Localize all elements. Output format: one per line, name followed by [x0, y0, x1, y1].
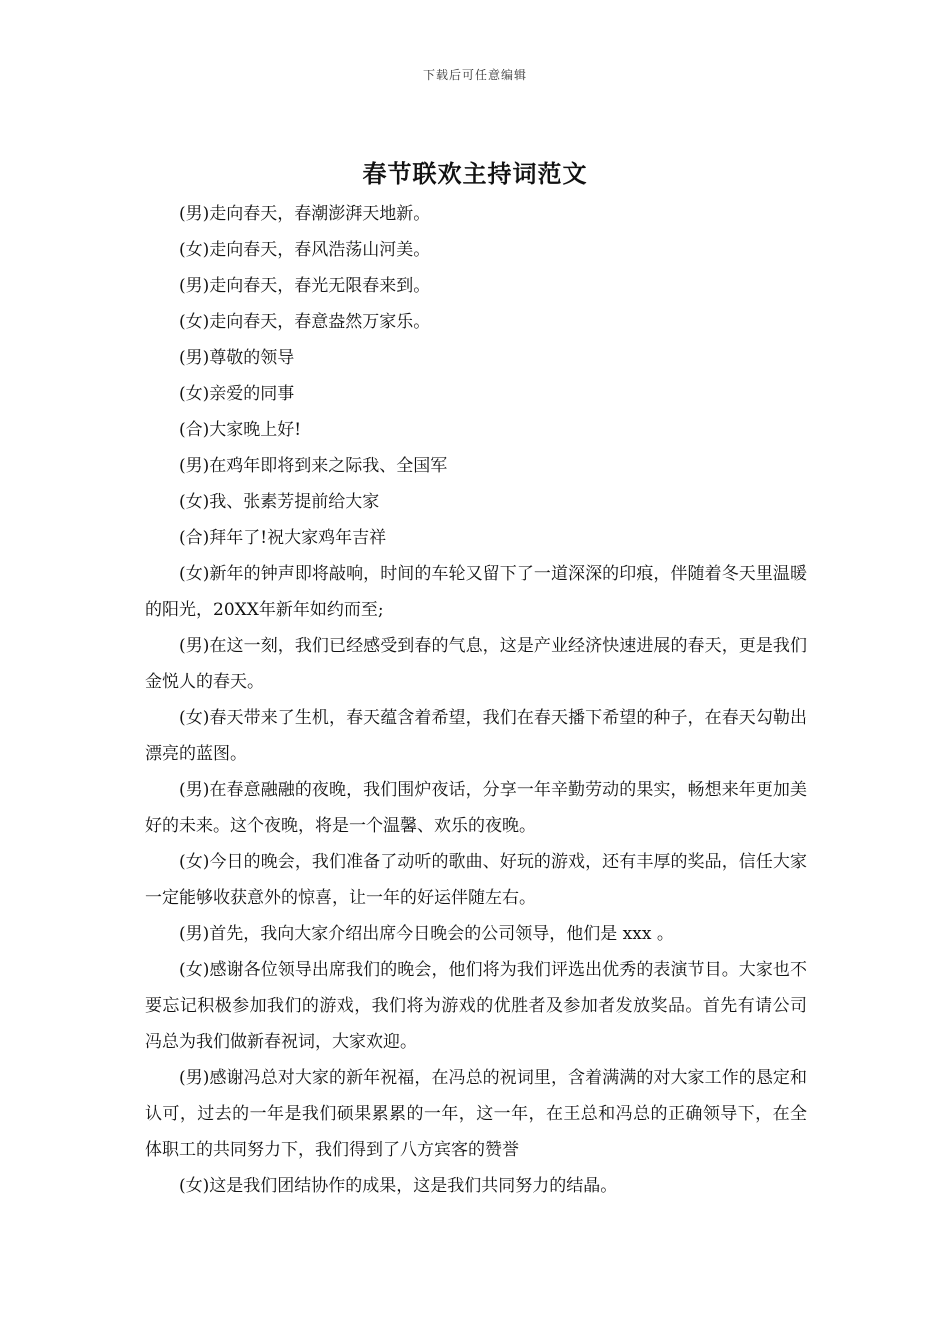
- paragraph: (女)我、张素芳提前给大家: [179, 492, 380, 512]
- paragraph: (女)感谢各位领导出席我们的晚会，他们将为我们评选出优秀的表演节目。大家也不要忘记积极参加我们的游戏，我们将为游戏的优胜者及参加者发放奖品。首先有请公司冯总为我们做新春祝词，大家欢迎。: [145, 960, 807, 1052]
- paragraph: (女)今日的晚会，我们准备了动听的歌曲、好玩的游戏，还有丰厚的奖品，信任大家一定能够收获意外的惊喜，让一年的好运伴随左右。: [145, 852, 807, 908]
- paragraph: (男)首先，我向大家介绍出席今日晚会的公司领导，他们是 xxx 。: [179, 924, 674, 944]
- paragraph: (女)走向春天，春意盎然万家乐。: [179, 312, 431, 332]
- paragraph: (男)感谢冯总对大家的新年祝福，在冯总的祝词里，含着满满的对大家工作的恳定和认可，过去的一年是我们硕果累累的一年，这一年，在王总和冯总的正确领导下，在全体职工的共同努力下，我们得到了八方宾客的赞誉: [145, 1068, 807, 1160]
- paragraph: (女)亲爱的同事: [179, 384, 295, 404]
- paragraph: (男)在鸡年即将到来之际我、全国军: [179, 456, 448, 476]
- document-title: 春节联欢主持词范文: [362, 159, 588, 188]
- paragraph: (女)春天带来了生机，春天蕴含着希望，我们在春天播下希望的种子，在春天勾勒出漂亮的蓝图。: [145, 708, 807, 764]
- paragraph: (女)这是我们团结协作的成果，这是我们共同努力的结晶。: [179, 1176, 618, 1196]
- paragraph: (男)在这一刻，我们已经感受到春的气息，这是产业经济快速进展的春天，更是我们金悦人的春天。: [145, 636, 807, 692]
- paragraph: (男)走向春天，春潮澎湃天地新。: [179, 204, 431, 224]
- paragraph: (合)拜年了!祝大家鸡年吉祥: [179, 528, 387, 548]
- paragraph: (女)走向春天，春风浩荡山河美。: [179, 240, 431, 260]
- paragraph: (男)尊敬的领导: [179, 348, 295, 368]
- page-header-note: 下载后可任意编辑: [422, 68, 527, 82]
- paragraph: (女)新年的钟声即将敲响，时间的车轮又留下了一道深深的印痕，伴随着冬天里温暖的阳光，20XX年新年如约而至;: [145, 564, 807, 620]
- paragraph: (男)走向春天，春光无限春来到。: [179, 276, 431, 296]
- paragraph: (合)大家晚上好!: [179, 420, 302, 440]
- document-body: [145, 196, 807, 1204]
- paragraph: (男)在春意融融的夜晚，我们围炉夜话，分享一年辛勤劳动的果实，畅想来年更加美好的未来。这个夜晚，将是一个温馨、欢乐的夜晚。: [145, 780, 807, 836]
